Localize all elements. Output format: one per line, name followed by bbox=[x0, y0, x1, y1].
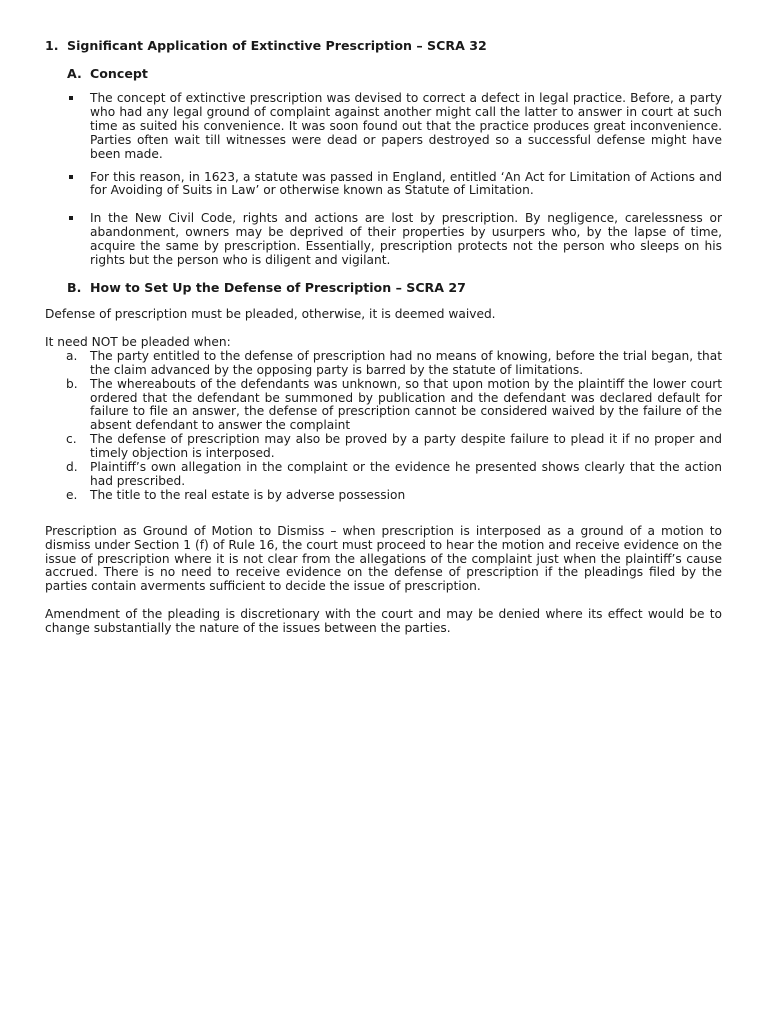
bullet-item bbox=[67, 171, 722, 199]
section-a-heading bbox=[67, 66, 722, 82]
list-item-label: a. bbox=[66, 348, 78, 363]
motion-to-dismiss-paragraph: Prescription as Ground of Motion to Dismiss – when prescription is interposed as a ground of a motion to dismiss under Section 1 (f) of Rule 16, the court must proceed to hear the motion and receive evidence on the issue of prescription where it is not clear from the allegations of the complaint just when the plaintiff’s cause accrued. There is no need to receive evidence on the defense of prescription if the pleadings filed by the parties contain averments sufficient to decide the issue of prescription. bbox=[45, 523, 722, 594]
heading-1 bbox=[45, 38, 722, 54]
document-page bbox=[45, 38, 722, 650]
bullet-text: For this reason, in 1623, a statute was passed in England, entitled ‘An Act for Limitation of Actions and for Avoiding of Suits in Law’ or otherwise known as Statute of Limitation. bbox=[90, 169, 722, 198]
defense-intro-paragraph: Defense of prescription must be pleaded, otherwise, it is deemed waived. bbox=[45, 306, 496, 321]
list-item bbox=[45, 461, 722, 489]
list-item bbox=[45, 433, 722, 461]
list-item-label: e. bbox=[66, 487, 78, 502]
list-item-text: Plaintiff’s own allegation in the complaint or the evidence he presented shows clearly that the action had prescribed. bbox=[90, 460, 722, 488]
amendment-paragraph: Amendment of the pleading is discretionary with the court and may be denied where its effect would be to change substantially the nature of the issues between the parties. bbox=[45, 607, 722, 636]
list-item-text: The title to the real estate is by adverse possession bbox=[90, 487, 406, 502]
section-a-bullet-list bbox=[67, 92, 722, 268]
list-item-label: b. bbox=[66, 376, 78, 391]
list-item-text: The whereabouts of the defendants was unknown, so that upon motion by the plaintiff the lower court ordered that the defendant be summoned by publication and the defendant was declared default for failure to file an answer, the defense of prescription cannot be considered waived by the failure of the absent defendant to answer the complaint bbox=[90, 376, 722, 433]
section-b-letter: B. bbox=[67, 279, 82, 295]
section-a-title: Concept bbox=[90, 66, 148, 81]
list-item bbox=[45, 489, 722, 503]
square-bullet-icon bbox=[67, 171, 90, 199]
list-item bbox=[45, 350, 722, 378]
list-item bbox=[45, 378, 722, 434]
heading-1-title: Significant Application of Extinctive Prescription – SCRA 32 bbox=[67, 38, 487, 53]
list-item-text: The party entitled to the defense of prescription had no means of knowing, before the trial began, that the claim advanced by the opposing party is barred by the statute of limitations. bbox=[90, 348, 722, 377]
list-lead-text: It need NOT be pleaded when: bbox=[45, 334, 231, 349]
list-item-label: c. bbox=[66, 432, 77, 447]
section-b-title: How to Set Up the Defense of Prescription – SCRA 27 bbox=[90, 279, 466, 295]
bullet-text: In the New Civil Code, rights and actions are lost by prescription. By negligence, carelessness or abandonment, owners may be deprived of their properties by usurpers who, by the lapse of time, acquire the same by prescription. Essentially, prescription protects not the person who sleeps on his rights but the person who is diligent and vigilant. bbox=[90, 211, 722, 268]
heading-1-number: 1. bbox=[45, 38, 59, 53]
section-a-letter: A. bbox=[67, 66, 82, 81]
list-item-text: The defense of prescription may also be proved by a party despite failure to plead it if no proper and timely objection is interposed. bbox=[90, 432, 722, 461]
square-bullet-icon bbox=[67, 212, 90, 268]
section-b-heading bbox=[67, 280, 722, 296]
bullet-item bbox=[67, 212, 722, 268]
list-item-label: d. bbox=[66, 460, 78, 475]
bullet-item bbox=[67, 92, 722, 162]
square-bullet-icon bbox=[67, 92, 90, 162]
bullet-text: The concept of extinctive prescription was devised to correct a defect in legal practice. Before, a party who had any legal ground of complaint against another might call the latter to answer in court at such time as suited his convenience. It was soon found out that the practice produces great inconvenience. Parties often wait till witnesses were dead or papers destroyed so a successful defense might have been made. bbox=[90, 91, 722, 161]
exceptions-list bbox=[45, 350, 722, 503]
